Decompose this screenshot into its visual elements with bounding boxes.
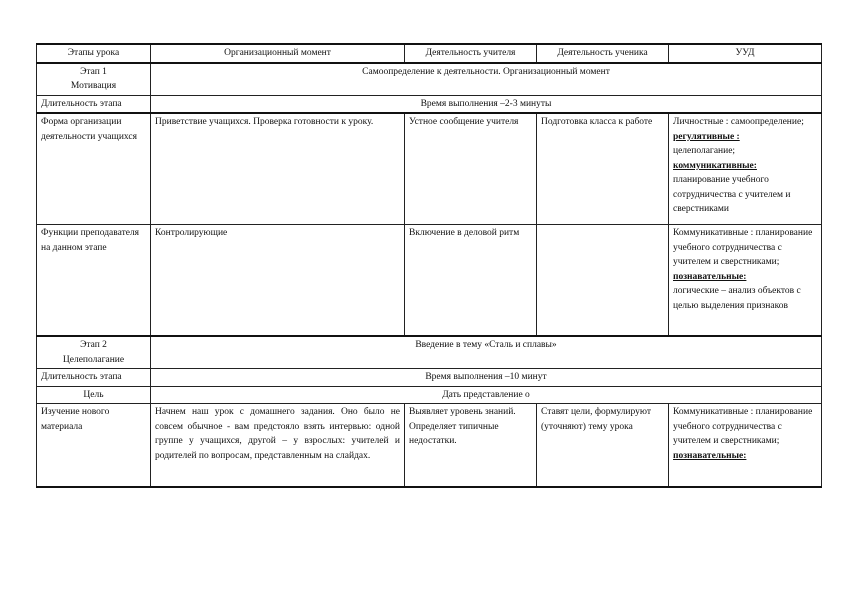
stage1-form-label: Форма организации деятельности учащихся — [37, 113, 151, 225]
stage1-name: Этап 1 Мотивация — [37, 63, 151, 96]
uud-personal: Личностные : самоопределение; — [673, 117, 804, 127]
stage1-form-student: Подготовка класса к работе — [537, 113, 669, 225]
uud-regulatory-text: целеполагание; — [673, 146, 736, 156]
stage2-study-student: Ставят цели, формулируют (уточняют) тему урока — [537, 404, 669, 488]
stage1-function-row — [37, 225, 822, 337]
stage1-duration-value: Время выполнения –2-3 минуты — [151, 95, 822, 113]
stage2-goal-value: Дать представление о — [151, 386, 822, 404]
uud-cognitive-text: логические – анализ объектов с целью выделения признаков — [673, 286, 801, 311]
stage2-duration-row — [37, 369, 822, 387]
stage1-duration-label: Длительность этапа — [37, 95, 151, 113]
uud-communicative-text: планирование учебного сотрудничества с учителем и сверстниками — [673, 175, 791, 214]
uud-cognitive-heading: познавательные: — [673, 450, 747, 461]
stage1-function-teacher: Включение в деловой ритм — [405, 225, 537, 337]
stage2-study-uud — [669, 404, 822, 488]
stage1-duration-row — [37, 95, 822, 113]
header-organizational: Организационный момент — [151, 44, 405, 63]
stage1-function-student — [537, 225, 669, 337]
header-uud: УУД — [669, 44, 822, 63]
uud-communicative-heading: коммуникативные: — [673, 160, 757, 171]
stage1-form-uud — [669, 113, 822, 225]
header-student: Деятельность ученика — [537, 44, 669, 63]
stage1-form-organizational: Приветствие учащихся. Проверка готовности к уроку. — [151, 113, 405, 225]
stage1-function-label: Функции преподавателя на данном этапе — [37, 225, 151, 337]
stage1-title-row — [37, 63, 822, 96]
uud-communicative-text: Коммуникативные : планирование учебного сотрудничества с учителем и сверстниками; — [673, 228, 813, 267]
header-row — [37, 44, 822, 63]
stage1-form-row — [37, 113, 822, 225]
stage2-goal-row — [37, 386, 822, 404]
stage2-title-row — [37, 336, 822, 369]
uud-cognitive-heading: познавательные: — [673, 271, 747, 282]
lesson-plan-table — [36, 43, 822, 488]
stage2-duration-value: Время выполнения –10 минут — [151, 369, 822, 387]
stage2-study-row — [37, 404, 822, 488]
uud-regulatory-heading: регулятивные : — [673, 131, 740, 142]
stage2-study-teacher: Выявляет уровень знаний. Определяет типичные недостатки. — [405, 404, 537, 488]
stage2-name: Этап 2 Целеполагание — [37, 336, 151, 369]
stage2-duration-label: Длительность этапа — [37, 369, 151, 387]
stage2-study-label: Изучение нового материала — [37, 404, 151, 488]
stage2-goal-label: Цель — [37, 386, 151, 404]
stage2-study-organizational: Начнем наш урок с домашнего задания. Оно было не совсем обычное - вам предстояло взять интервью: одной группе у учащихся, другой – у взрослых: учителей и родителей по вопросам, представленным на слайдах. — [151, 404, 405, 488]
stage2-title: Введение в тему «Сталь и сплавы» — [151, 336, 822, 369]
stage1-function-organizational: Контролирующие — [151, 225, 405, 337]
stage1-form-teacher: Устное сообщение учителя — [405, 113, 537, 225]
header-stages: Этапы урока — [37, 44, 151, 63]
stage1-function-uud — [669, 225, 822, 337]
uud-communicative-text: Коммуникативные : планирование учебного сотрудничества с учителем и сверстниками; — [673, 407, 813, 446]
stage1-title: Самоопределение к деятельности. Организационный момент — [151, 63, 822, 96]
header-teacher: Деятельность учителя — [405, 44, 537, 63]
